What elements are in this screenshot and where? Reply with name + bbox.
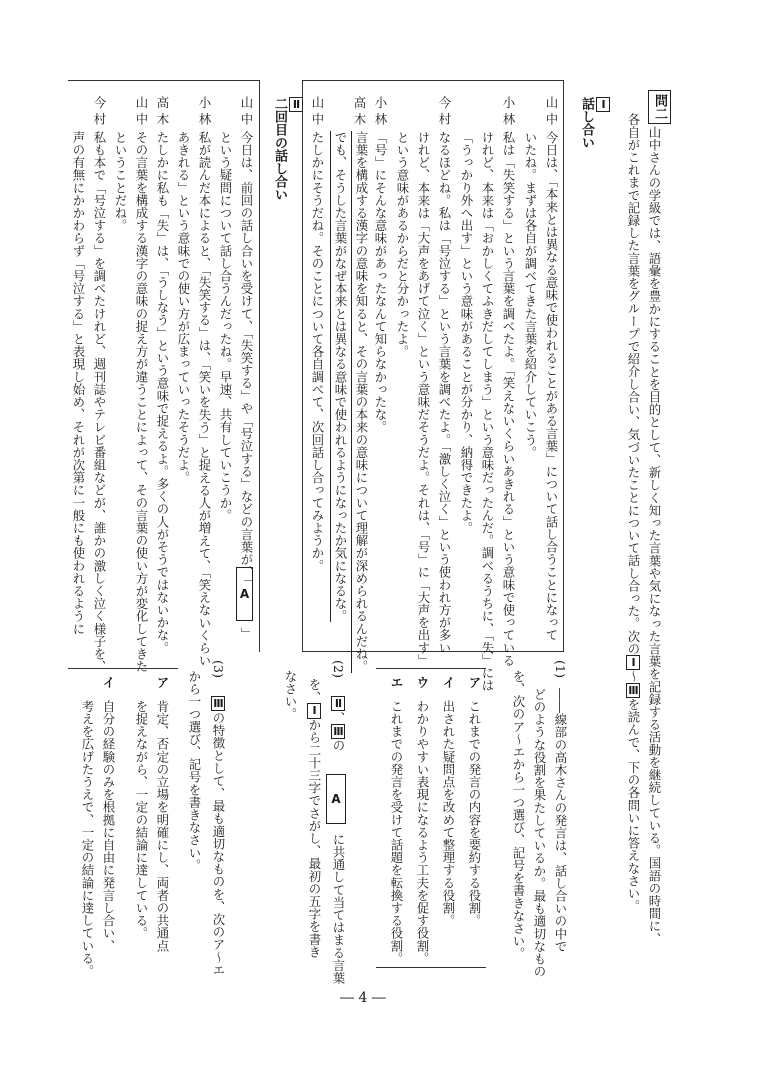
q1-stem-line: を、次のア〜エから一つ選び、記号を書きなさい。 (511, 670, 526, 960)
option-mark: ア (467, 676, 482, 689)
q3-number: (3) (211, 660, 226, 679)
q2-line2-tail: から二十三字でさがし、最初の五字を書き (307, 718, 322, 959)
option-text: わかりやすい表現になるよう工夫を促す役割。 (415, 700, 430, 965)
section1-marker: Ⅰ (597, 98, 610, 112)
option-text: これまでの発言を受けて話題を転換する役割。 (389, 700, 404, 965)
answer-box-A: A (236, 567, 253, 621)
option-text: 出された疑問点を改めて整理する役割。 (441, 700, 456, 927)
dialogue-line: その言葉を構成する漢字の意味の捉え方が違うことによって、その言葉の使い方が変化してきた (134, 131, 149, 673)
dialogue-line: いたね。まずは各自が調べてきた言葉を紹介していこう。 (523, 131, 538, 459)
question-label: 問二 (648, 90, 671, 124)
q3-line1-text: の特徴として、最も適切なものを、次のア〜エ (211, 711, 226, 977)
underlined-line: 言葉を構成する漢字の意味を知ると、その言葉の本来の意味について理解が深められるんだね。 (351, 131, 370, 673)
q2-line2-pre: を、 (307, 678, 322, 704)
option-text: 考えを広げたうえで、一定の結論に達している。 (80, 700, 95, 978)
question-intro-line2 (625, 105, 659, 912)
section2-marker: Ⅱ (290, 98, 303, 112)
speaker: 今村 (437, 96, 452, 129)
speaker: 高木 (155, 96, 170, 129)
dialogue-line: ということだね。 (113, 131, 128, 232)
dialogue-line: 私が読んだ本によると、「失笑する」は、「笑いを失う」と捉える人が増えて、「笑えないくらい (197, 131, 212, 667)
q2-answer-box-A: A (326, 774, 346, 824)
marker-III: Ⅲ (627, 683, 640, 698)
q1-stem-line: ――線部の高木さんの発言は、話し合いの中で (553, 688, 568, 953)
section1-heading (577, 88, 626, 149)
dialogue-line: けれど、本来は「大声をあげて泣く」という意味だそうだよ。それは、「号」に「大声を出す」 (416, 131, 431, 667)
speaker: 山中 (310, 96, 325, 129)
speaker: 小林 (501, 96, 516, 129)
question-intro-line1: 山中さんの学級では、語彙を豊かにすることを目的として、新しく知った言葉や気になった言葉を記録する活動を継続している。国語の時間に、 (647, 126, 662, 945)
option-mark: ウ (415, 676, 430, 689)
page-number: ― 4 ― (340, 990, 386, 1006)
dialogue-line: という疑問について話し合うんだったね。早速、共有していこうか。 (218, 131, 233, 522)
dialogue-line: たしかにそうだね。そのことについて各自調べて、次回話し合ってみようか。 (310, 131, 325, 572)
option-mark: イ (101, 676, 116, 689)
q3-marker-III: Ⅲ (212, 697, 225, 711)
speaker: 山中 (239, 96, 254, 129)
option-text: を捉えながら、一定の結論に達している。 (134, 700, 149, 940)
dialogue-line: 今日は、「本来とは異なる意味で使われることがある言葉」について話し合うことになって (544, 131, 559, 642)
quote-close: 」 (239, 627, 254, 640)
option-mark: ア (155, 676, 170, 689)
dialogue-line: 「うっかり外へ出す」という意味があることが分かり、納得できたよ。 (459, 131, 474, 535)
q2-no: の (331, 739, 346, 752)
q2-line3: なさい。 (283, 670, 298, 721)
section1-title: 話し合い (579, 97, 594, 150)
option-text: 肯定、否定の立場を明確にし、両者の共通点 (155, 700, 170, 952)
q3-line2: から一つ選び、記号を書きなさい。 (187, 670, 202, 872)
q2-line2 (306, 670, 340, 958)
dialogue-line: 「号」にそんな意味があったなんて知らなかったな。 (373, 131, 388, 434)
option-mark: イ (441, 676, 456, 689)
q2-sep: 、 (331, 711, 346, 725)
q1-stem-line: どのような役割を果たしているか。最も適切なもの (532, 688, 547, 978)
option-mark: エ (389, 676, 404, 689)
speaker: 小林 (197, 96, 212, 129)
intro-line2-tail: を読んで、下の各問いに答えなさい。 (626, 698, 641, 913)
q2-line1-tail: に共通して当てはまる言葉 (331, 833, 346, 985)
q2-marker-II: Ⅱ (332, 697, 345, 711)
section2-title: 二回目の話し合い (272, 97, 287, 202)
dialogue-line: 私も本で「号泣する」を調べたけれど、週刊誌やテレビ番組などが、誰かの激しく泣く様子を、 (92, 131, 107, 673)
dialogue-line: という意味があるからだと分かったよ。 (395, 131, 410, 358)
intro-line2-text: 各自がこれまで記録した言葉をグループで紹介し合い、気づいたことについて話し合った。次の (626, 113, 641, 656)
dialogue-line: 今日は、前回の話し合いを受けて、「失笑する」や「号泣する」などの言葉が、「 (239, 131, 254, 585)
q3-line1 (210, 688, 244, 976)
option-text: これまでの発言の内容を要約する役割。 (467, 700, 482, 927)
speaker: 今村 (92, 96, 107, 129)
q2-marker-I: Ⅰ (308, 704, 321, 718)
speaker: 山中 (544, 96, 559, 129)
speaker: 山中 (134, 96, 149, 129)
q1-number: (1) (553, 660, 568, 679)
q2-marker-III: Ⅲ (332, 725, 345, 739)
dialogue-line: 声の有無にかかわらず「号泣する」と表現し始め、それが次第に一般にも使われるように (71, 131, 86, 635)
underlined-line: でも、そうした言葉がなぜ本来とは異なる意味で使われるようになったか気になるな。 (330, 131, 349, 622)
dialogue-line: けれど、本来は「おかしくてふきだしてしまう」という意味だったんだ。調べるうちに、「失」には (480, 131, 495, 692)
dialogue-line: たしかに私も「失」は、「うしなう」という意味で捉えるよ。多くの人がそうではないかな。 (155, 131, 170, 654)
dialogue-line: あきれる」という意味での使い方が広まっていったそうだよ。 (176, 131, 191, 484)
intro-line2-tilde: 〜 (626, 670, 641, 683)
option-text: 自分の経験のみを根拠に自由に発言し合い、 (101, 700, 116, 952)
q2-number: (2) (331, 660, 346, 679)
section2-heading (270, 88, 319, 201)
marker-I: Ⅰ (627, 656, 640, 670)
speaker: 高木 (352, 96, 367, 129)
dialogue-line: 私は「失笑する」という言葉を調べたよ。「笑えないくらいあきれる」という意味で使っている (501, 131, 516, 667)
dialogue-line: なるほどね。私は「号泣する」という言葉を調べたよ。「激しく泣く」という使われ方が多い (437, 131, 452, 654)
speaker: 小林 (373, 96, 388, 129)
